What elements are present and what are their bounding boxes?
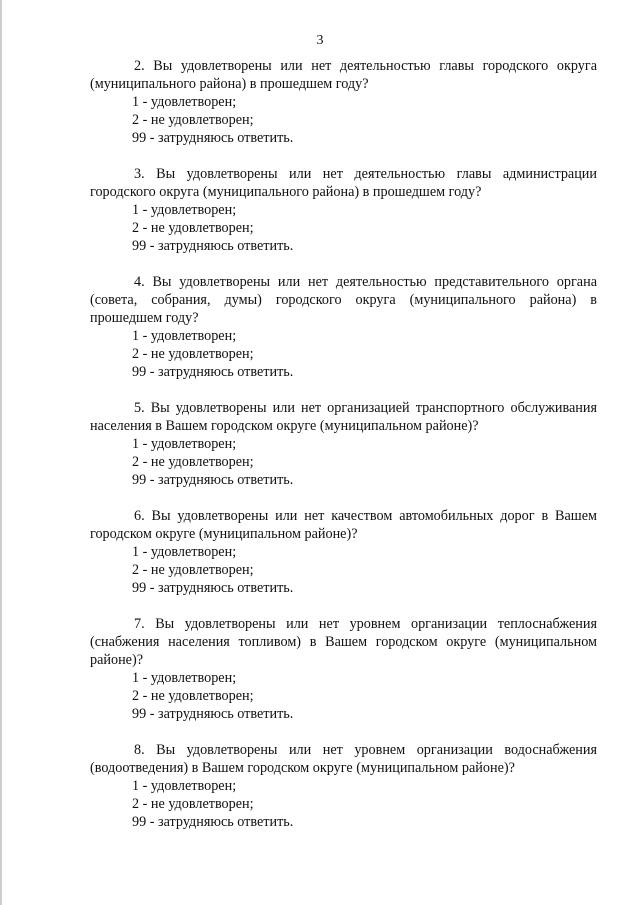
answer-option: 99 - затрудняюсь ответить. bbox=[132, 814, 294, 831]
question-item bbox=[90, 57, 597, 147]
question-text: 3. Вы удовлетворены или нет деятельностью главы администрации городского округа (муниципального района) в прошедшем году? bbox=[90, 165, 597, 201]
answer-option: 1 - удовлетворен; bbox=[132, 328, 237, 345]
answer-option: 2 - не удовлетворен; bbox=[132, 346, 254, 363]
question-text: 8. Вы удовлетворены или нет уровнем организации водоснабжения (водоотведения) в Вашем городском округе (муниципальном районе)? bbox=[90, 742, 597, 777]
answer-option: 2 - не удовлетворен; bbox=[132, 220, 254, 237]
answer-list bbox=[90, 201, 597, 255]
answer-option: 2 - не удовлетворен; bbox=[132, 688, 254, 705]
question-text: 2. Вы удовлетворены или нет деятельностью главы городского округа (муниципального района) в прошедшем году? bbox=[90, 58, 597, 93]
question-text: 7. Вы удовлетворены или нет уровнем организации теплоснабжения (снабжения населения топливом) в Вашем городском округе (муниципальном районе)? bbox=[90, 615, 597, 669]
answer-list bbox=[90, 777, 597, 831]
answer-option: 99 - затрудняюсь ответить. bbox=[132, 472, 294, 489]
question-item bbox=[90, 507, 597, 597]
answer-list bbox=[90, 93, 597, 147]
question-item bbox=[90, 273, 597, 382]
answer-option: 2 - не удовлетворен; bbox=[132, 112, 254, 129]
question-text: 4. Вы удовлетворены или нет деятельностью представительного органа (совета, собрания, думы) городского округа (муниципального района) в прошедшем году? bbox=[90, 273, 597, 327]
answer-option: 99 - затрудняюсь ответить. bbox=[132, 580, 294, 597]
answer-list bbox=[90, 327, 597, 381]
answer-option: 99 - затрудняюсь ответить. bbox=[132, 238, 294, 255]
question-item bbox=[90, 165, 597, 255]
answer-option: 1 - удовлетворен; bbox=[132, 544, 237, 561]
answer-list bbox=[90, 669, 597, 723]
answer-option: 99 - затрудняюсь ответить. bbox=[132, 130, 294, 147]
answer-list bbox=[90, 435, 597, 489]
answer-option: 2 - не удовлетворен; bbox=[132, 796, 254, 813]
answer-option: 1 - удовлетворен; bbox=[132, 202, 237, 219]
question-text: 5. Вы удовлетворены или нет организацией транспортного обслуживания населения в Вашем городском округе (муниципальном районе)? bbox=[90, 400, 597, 435]
page-number: 3 bbox=[316, 33, 324, 48]
answer-option: 2 - не удовлетворен; bbox=[132, 454, 254, 471]
answer-list bbox=[90, 543, 597, 597]
question-item bbox=[90, 399, 597, 489]
answer-option: 1 - удовлетворен; bbox=[132, 670, 237, 687]
answer-option: 99 - затрудняюсь ответить. bbox=[132, 706, 294, 723]
scan-edge bbox=[0, 0, 2, 905]
answer-option: 1 - удовлетворен; bbox=[132, 94, 237, 111]
answer-option: 2 - не удовлетворен; bbox=[132, 562, 254, 579]
question-text: 6. Вы удовлетворены или нет качеством автомобильных дорог в Вашем городском округе (муниципальном районе)? bbox=[90, 507, 597, 543]
question-item bbox=[90, 741, 597, 831]
answer-option: 99 - затрудняюсь ответить. bbox=[132, 364, 294, 381]
questionnaire bbox=[90, 57, 597, 849]
question-item bbox=[90, 615, 597, 724]
answer-option: 1 - удовлетворен; bbox=[132, 778, 237, 795]
answer-option: 1 - удовлетворен; bbox=[132, 436, 237, 453]
